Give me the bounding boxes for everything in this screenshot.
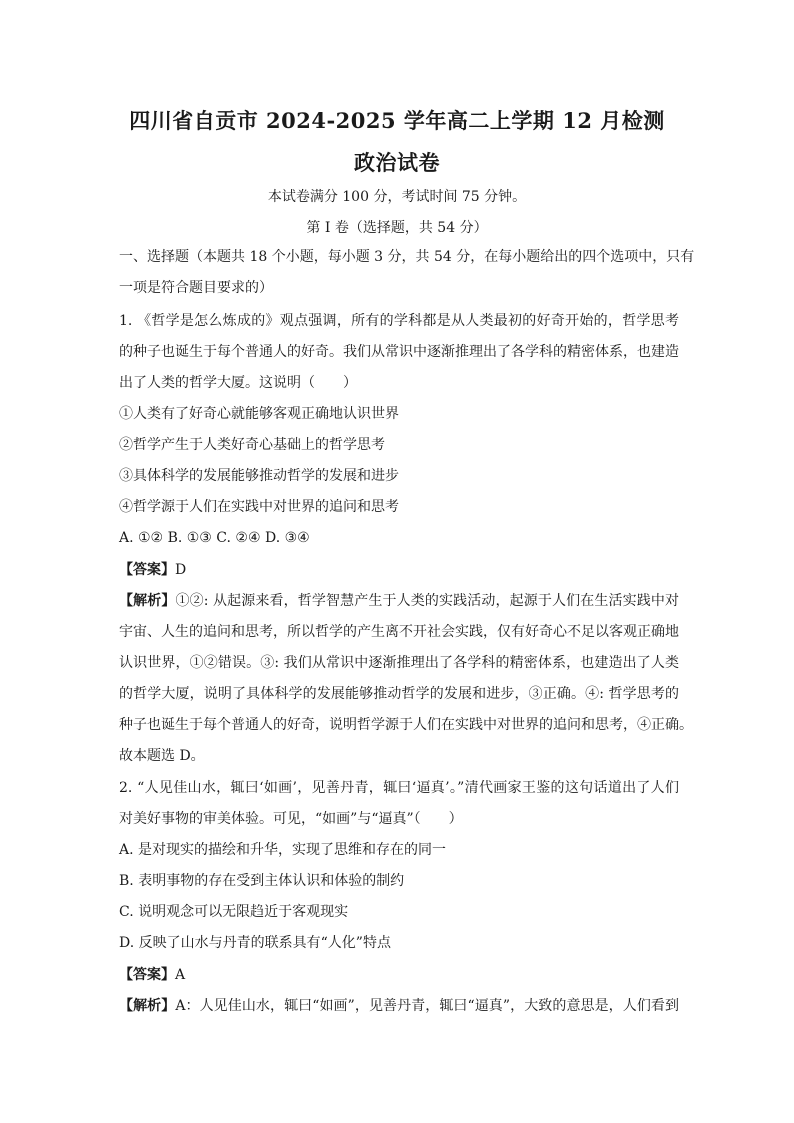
analysis-label: 【解析】: [119, 593, 176, 609]
q1-stem-line: 出了人类的哲学大厦。这说明（ ）: [119, 375, 357, 391]
q1-analysis-line: [119, 591, 679, 611]
instructions-line: 一项是符合题目要求的）: [119, 280, 273, 296]
analysis-text: A：人见佳山水，辄曰“如画”，见善丹青，辄曰“逼真”，大致的意思是，人们看到: [175, 998, 679, 1014]
q1-answer: [119, 560, 679, 580]
q1-analysis-line: 认识世界，①②错误。③: 我们从常识中逐渐推理出了各学科的精密体系，也建造出了人类: [119, 655, 679, 671]
q1-statement: ③具体科学的发展能够推动哲学的发展和进步: [119, 468, 399, 484]
q1-options: A. ①② B. ①③ C. ②④ D. ③④: [119, 530, 310, 546]
q2-answer: [119, 965, 679, 985]
document-subtitle: 政治试卷: [354, 150, 440, 175]
q2-option: C. 说明观念可以无限趋近于客观现实: [119, 904, 349, 920]
analysis-text: ①②: 从起源来看，哲学智慧产生于人类的实践活动，起源于人们在生活实践中对: [175, 593, 679, 609]
q2-stem-line: 2. “人见佳山水，辄曰‘如画’，见善丹青，辄曰‘逼真’。”清代画家王鉴的这句话道出了人们: [119, 780, 679, 796]
section-heading: 第 I 卷（选择题，共 54 分）: [306, 220, 488, 236]
q1-stem-line: 1. 《哲学是怎么炼成的》观点强调，所有的学科都是从人类最初的好奇开始的，哲学思考: [119, 313, 679, 329]
document-title: 四川省自贡市 2024-2025 学年高二上学期 12 月检测: [129, 108, 665, 133]
instructions-line: 一、选择题（本题共 18 个小题，每小题 3 分，共 54 分，在每小题给出的四个选项中，只有: [119, 249, 695, 265]
answer-value: A: [175, 967, 186, 983]
answer-value: D: [175, 562, 187, 578]
q2-option: B. 表明事物的存在受到主体认识和体验的制约: [119, 873, 405, 889]
answer-label: 【答案】: [119, 562, 175, 578]
exam-info: 本试卷满分 100 分，考试时间 75 分钟。: [267, 189, 527, 205]
q1-analysis-line: 的哲学大厦，说明了具体科学的发展能够推动哲学的发展和进步，③正确。④: 哲学思考的: [119, 686, 679, 702]
q2-stem-line: 对美好事物的审美体验。可见，“如画”与“逼真”（ ）: [119, 811, 463, 827]
q1-statement: ②哲学产生于人类好奇心基础上的哲学思考: [119, 437, 385, 453]
analysis-label: 【解析】: [119, 998, 176, 1014]
q1-statement: ④哲学源于人们在实践中对世界的追问和思考: [119, 499, 399, 515]
q1-analysis-line: 宇宙、人生的追问和思考，所以哲学的产生离不开社会实践，仅有好奇心不足以客观正确地: [119, 624, 679, 640]
q1-analysis-line: 种子也诞生于每个普通人的好奇，说明哲学源于人们在实践中对世界的追问和思考，④正确。: [119, 717, 693, 733]
q1-analysis-line: 故本题选 D。: [119, 748, 205, 764]
answer-label: 【答案】: [119, 967, 175, 983]
q2-option: D. 反映了山水与丹青的联系具有“人化”特点: [119, 935, 391, 951]
q1-stem-line: 的种子也诞生于每个普通人的好奇。我们从常识中逐渐推理出了各学科的精密体系，也建造: [119, 344, 679, 360]
q2-option: A. 是对现实的描绘和升华，实现了思维和存在的同一: [119, 842, 447, 858]
q2-analysis-line: [119, 996, 679, 1016]
q1-statement: ①人类有了好奇心就能够客观正确地认识世界: [119, 406, 399, 422]
